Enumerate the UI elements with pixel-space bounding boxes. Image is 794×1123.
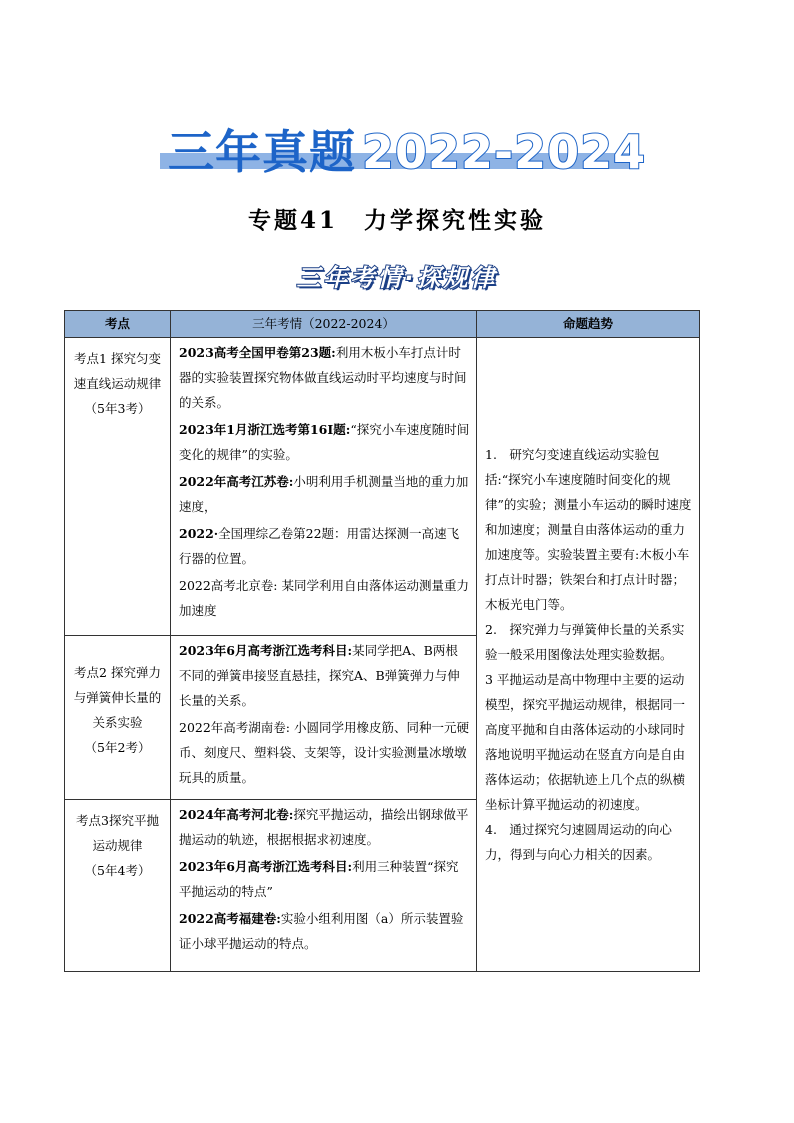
table-row — [65, 338, 700, 636]
exam-text: 小明利用手机测量当地的重力加速度， — [179, 474, 469, 514]
header-trend: 命题趋势 — [477, 311, 700, 338]
exam-item — [179, 854, 470, 904]
exam-item — [179, 638, 470, 713]
exam-text: 利用三种装置“探究平抛运动的特点” — [179, 859, 459, 899]
exams-cell — [171, 338, 477, 636]
topic-label: 考点1 探究匀变速直线运动规律 — [73, 351, 162, 391]
header-topic: 考点 — [65, 311, 171, 338]
exam-item — [179, 340, 470, 415]
table-header-row — [65, 311, 700, 338]
exams-cell — [171, 636, 477, 800]
exam-lead: 2022· — [179, 526, 219, 541]
exam-text: 实验小组利用图（a）所示装置验证小球平抛运动的特点。 — [179, 911, 464, 951]
exam-lead: 2023年6月高考浙江选考科目: — [179, 859, 353, 874]
topic-cell — [65, 636, 171, 800]
trend-item: 4. 通过探究匀速圆周运动的向心力，得到与向心力相关的因素。 — [485, 822, 672, 862]
exam-item — [179, 802, 470, 852]
banner-part1: 三年真题 — [168, 125, 356, 179]
exam-lead: 2022高考福建卷: — [179, 911, 281, 926]
exam-lead: 2023高考全国甲卷第23题: — [179, 345, 336, 360]
exam-item — [179, 573, 470, 623]
trend-item: 3 平抛运动是高中物理中主要的运动模型，探究平抛运动规律，根据同一高度平抛和自由落体运动的小球同时落地说明平抛运动在竖直方向是自由落体运动；依据轨迹上几个点的纵横坐标计算平抛运动的初速度。 — [485, 672, 686, 812]
exam-lead: 2023年6月高考浙江选考科目: — [179, 643, 353, 658]
exam-item — [179, 469, 470, 519]
exam-item — [179, 521, 470, 571]
exam-item — [179, 715, 470, 790]
exam-lead: 2023年1月浙江选考第16Ⅰ题: — [179, 422, 351, 437]
exam-text: 探究平抛运动，描绘出钢球做平抛运动的轨迹，根据根据求初速度。 — [179, 807, 469, 847]
topic-label: 考点3探究平抛运动规律 — [76, 813, 159, 853]
trend-cell — [477, 338, 700, 972]
exam-text: 全国理综乙卷第22题：用雷达探测一高速飞行器的位置。 — [179, 526, 460, 566]
exam-lead: 2024年高考河北卷: — [179, 807, 294, 822]
topic-cell — [65, 800, 171, 972]
topic-count: （5年4考） — [84, 863, 151, 878]
banner-part2: 2022-2024 — [362, 125, 647, 179]
exam-text: “探究小车速度随时间变化的规律”的实验。 — [179, 422, 470, 462]
topic-label: 考点2 探究弹力与弹簧伸长量的关系实验 — [73, 665, 162, 730]
exam-text: 2022高考北京卷: 某同学利用自由落体运动测量重力加速度 — [179, 578, 469, 618]
section-title: 三年考情·探规律 — [296, 264, 498, 292]
exam-item — [179, 906, 470, 956]
exam-text: 利用木板小车打点计时器的实验装置探究物体做直线运动时平均速度与时间的关系。 — [179, 345, 467, 410]
exam-lead: 2022年高考江苏卷: — [179, 474, 294, 489]
exam-text: 2022年高考湖南卷: 小圆同学用橡皮筋、同种一元硬币、刻度尺、塑料袋、支架等，设计实验测量冰墩墩玩具的质量。 — [179, 720, 469, 785]
topic-cell — [65, 338, 171, 636]
exam-analysis-table — [64, 310, 700, 972]
topic-count: （5年2考） — [84, 740, 151, 755]
exam-item — [179, 417, 470, 467]
topic-count: （5年3考） — [84, 401, 151, 416]
trend-item: 2. 探究弹力与弹簧伸长量的关系实验一般采用图像法处理实验数据。 — [485, 622, 685, 662]
exam-text: 某同学把A、B两根不同的弹簧串接竖直悬挂，探究A、B弹簧弹力与伸长量的关系。 — [179, 643, 460, 708]
trend-item: 1. 研究匀变速直线运动实验包括:“探究小车速度随时间变化的规律”的实验；测量小车运动的瞬时速度和加速度；测量自由落体运动的重力加速度等。实验装置主要有:木板小车打点计时器；铁架台和打点计时器；木板光电门等。 — [485, 447, 692, 612]
banner-text — [168, 116, 646, 182]
exams-cell — [171, 800, 477, 972]
header-exams: 三年考情（2022-2024） — [171, 311, 477, 338]
title-banner — [160, 120, 647, 179]
page-title: 专题41 力学探究性实验 — [247, 207, 546, 234]
